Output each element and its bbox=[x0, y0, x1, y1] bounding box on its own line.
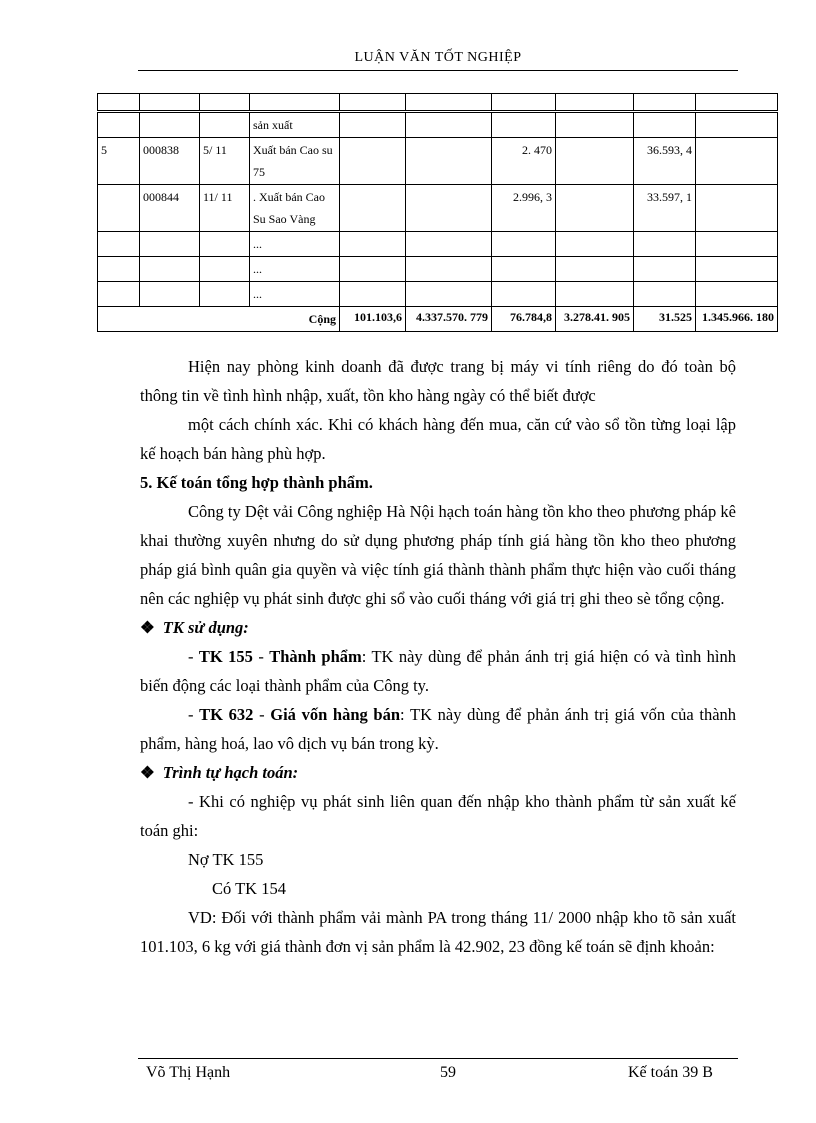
table-row bbox=[98, 282, 778, 307]
table-cell bbox=[98, 282, 140, 307]
table-cell: 000838 bbox=[140, 138, 200, 185]
table-cell bbox=[696, 282, 778, 307]
table-cell bbox=[634, 112, 696, 138]
table-cell bbox=[340, 282, 406, 307]
table-cell bbox=[556, 112, 634, 138]
table-cell bbox=[140, 257, 200, 282]
table-cell bbox=[696, 112, 778, 138]
table-cell bbox=[696, 257, 778, 282]
table-cell bbox=[556, 185, 634, 232]
table-cell bbox=[406, 282, 492, 307]
body-content bbox=[140, 352, 736, 961]
footer-page-number: 59 bbox=[440, 1064, 456, 1081]
table-cell: 33.597, 1 bbox=[634, 185, 696, 232]
table-cell bbox=[556, 232, 634, 257]
table-cell: sản xuất bbox=[250, 112, 340, 138]
table-cell bbox=[98, 232, 140, 257]
total-value: 76.784,8 bbox=[492, 307, 556, 332]
procedure-label: Trình tự hạch toán: bbox=[162, 763, 299, 782]
table-cell: ... bbox=[250, 282, 340, 307]
table-cell bbox=[340, 257, 406, 282]
table-cell bbox=[98, 112, 140, 138]
table-cell bbox=[250, 94, 340, 112]
total-value: 1.345.966. 180 bbox=[696, 307, 778, 332]
tk155-dash: - bbox=[252, 647, 270, 666]
table-cell bbox=[492, 94, 556, 112]
table-row bbox=[98, 257, 778, 282]
table-cell bbox=[406, 94, 492, 112]
table-cell: ... bbox=[250, 257, 340, 282]
table-cell bbox=[200, 112, 250, 138]
credit-line: Có TK 154 bbox=[212, 879, 286, 898]
table-cell: 11/ 11 bbox=[200, 185, 250, 232]
table-cell bbox=[340, 185, 406, 232]
table-cell bbox=[98, 185, 140, 232]
table-cell bbox=[98, 94, 140, 112]
bullet-tk-used bbox=[140, 613, 736, 642]
table-cell: Xuất bán Cao su 75 bbox=[250, 138, 340, 185]
bullet-procedure bbox=[140, 758, 736, 787]
debit-line: Nợ TK 155 bbox=[188, 850, 264, 869]
table-cell bbox=[492, 282, 556, 307]
table-cell bbox=[200, 282, 250, 307]
table-cell bbox=[340, 94, 406, 112]
footer-class: Kế toán 39 B bbox=[628, 1064, 713, 1081]
table-cell bbox=[696, 138, 778, 185]
table-cell bbox=[492, 257, 556, 282]
total-value: 3.278.41. 905 bbox=[556, 307, 634, 332]
paragraph-computer-cont: một cách chính xác. Khi có khách hàng đến mua, căn cứ vào sổ tồn từng loại lập kế hoạch bán hàng phù hợp. bbox=[140, 415, 736, 463]
footer-rule bbox=[138, 1058, 738, 1059]
total-value: 101.103,6 bbox=[340, 307, 406, 332]
tk155-desc: : TK này dùng để phản ánh trị giá hiện có và tình hình biến động các loại thành phẩm của Công ty. bbox=[140, 647, 736, 695]
table-cell bbox=[634, 282, 696, 307]
paragraph-entry: - Khi có nghiệp vụ phát sinh liên quan đến nhập kho thành phẩm từ sản xuất kế toán ghi: bbox=[140, 792, 736, 840]
table-cell bbox=[556, 94, 634, 112]
tk155-prefix: - bbox=[188, 647, 199, 666]
table-cell bbox=[200, 232, 250, 257]
table-cell bbox=[556, 282, 634, 307]
table-cell bbox=[140, 232, 200, 257]
table-cell: 2. 470 bbox=[492, 138, 556, 185]
tk-used-label: TK sử dụng: bbox=[162, 618, 249, 637]
table-cell bbox=[140, 282, 200, 307]
table-cell: 000844 bbox=[140, 185, 200, 232]
table-cell bbox=[340, 112, 406, 138]
table-cell bbox=[200, 94, 250, 112]
table-cell: . Xuất bán Cao Su Sao Vàng bbox=[250, 185, 340, 232]
table-row bbox=[98, 185, 778, 232]
section-heading-5: 5. Kế toán tổng hợp thành phẩm. bbox=[140, 473, 373, 492]
table-cell bbox=[696, 232, 778, 257]
table-cell bbox=[492, 232, 556, 257]
table-cell bbox=[556, 257, 634, 282]
table-cell bbox=[98, 257, 140, 282]
tk632-line bbox=[140, 700, 736, 758]
table-cell bbox=[634, 232, 696, 257]
table-top-row bbox=[98, 94, 778, 112]
page-header-title: LUẬN VĂN TỐT NGHIỆP bbox=[354, 50, 522, 65]
table-row bbox=[98, 112, 778, 138]
total-label: Cộng bbox=[98, 307, 340, 332]
table-cell: 2.996, 3 bbox=[492, 185, 556, 232]
table-cell bbox=[340, 232, 406, 257]
tk632-desc: : TK này dùng để phản ánh trị giá vốn của thành phẩm, hàng hoá, lao vô dịch vụ bán trong kỳ. bbox=[140, 705, 737, 753]
table-row bbox=[98, 232, 778, 257]
header-rule bbox=[138, 70, 738, 71]
table-cell bbox=[406, 232, 492, 257]
table-cell: 5/ 11 bbox=[200, 138, 250, 185]
table-cell: 5 bbox=[98, 138, 140, 185]
tk632-prefix: - bbox=[188, 705, 200, 724]
ledger-body bbox=[98, 94, 778, 332]
paragraph-computer: Hiện nay phòng kinh doanh đã được trang bị máy vi tính riêng do đó toàn bộ thông tin về tình hình nhập, xuất, tồn kho hàng ngày có thể biết được bbox=[140, 357, 736, 405]
diamond-bullet-icon: ❖ bbox=[140, 618, 155, 637]
tk632-dash: - bbox=[253, 705, 271, 724]
table-cell bbox=[406, 138, 492, 185]
table-cell bbox=[634, 94, 696, 112]
table-total-row bbox=[98, 307, 778, 332]
table-cell bbox=[140, 94, 200, 112]
paragraph-example: VD: Đối với thành phẩm vải mành PA trong tháng 11/ 2000 nhập kho tõ sản xuất 101.103, 6 kg với giá thành đơn vị sản phẩm là 42.902, 23 đồng kế toán sẽ định khoản: bbox=[140, 908, 736, 956]
diamond-bullet-icon: ❖ bbox=[140, 763, 155, 782]
table-cell bbox=[492, 112, 556, 138]
table-cell bbox=[406, 185, 492, 232]
tk632-code: TK 632 bbox=[199, 705, 254, 724]
table-cell: 36.593, 4 bbox=[634, 138, 696, 185]
table-cell bbox=[696, 94, 778, 112]
table-cell bbox=[140, 112, 200, 138]
table-cell bbox=[556, 138, 634, 185]
tk632-name: Giá vốn hàng bán bbox=[270, 705, 401, 724]
footer-author: Võ Thị Hạnh bbox=[146, 1064, 231, 1081]
tk155-code: TK 155 bbox=[198, 647, 253, 666]
table-cell: ... bbox=[250, 232, 340, 257]
table-cell bbox=[200, 257, 250, 282]
table-cell bbox=[406, 257, 492, 282]
table-cell bbox=[340, 138, 406, 185]
paragraph-method: Công ty Dệt vải Công nghiệp Hà Nội hạch toán hàng tồn kho theo phương pháp kê khai thường xuyên nhưng do sử dụng phương pháp tính giá hàng tồn kho theo phương pháp giá bình quân gia quyền và việc tính giá thành thành phẩm thực hiện vào cuối tháng nên các nghiệp vụ phát sinh được ghi sổ vào cuối tháng với giá trị ghi theo sè tổng cộng. bbox=[140, 502, 736, 608]
tk155-line bbox=[140, 642, 736, 700]
table-cell bbox=[696, 185, 778, 232]
tk155-name: Thành phẩm bbox=[269, 647, 362, 666]
table-cell bbox=[634, 257, 696, 282]
total-value: 31.525 bbox=[634, 307, 696, 332]
ledger-table bbox=[97, 93, 778, 332]
table-cell bbox=[406, 112, 492, 138]
table-row bbox=[98, 138, 778, 185]
total-value: 4.337.570. 779 bbox=[406, 307, 492, 332]
